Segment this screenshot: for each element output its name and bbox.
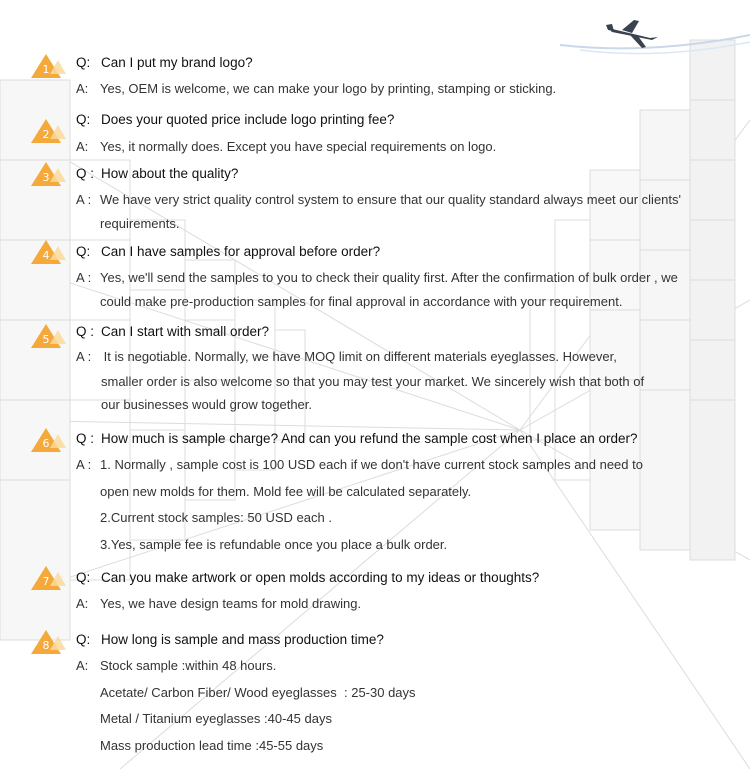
answer-line: It is negotiable. Normally, we have MOQ limit on different materials eyeglasses. However, — [100, 349, 617, 364]
answer-line: Acetate/ Carbon Fiber/ Wood eyeglasses : 25-30 days — [100, 685, 416, 700]
answer-line: Yes, we'll send the samples to you to check their quality first. After the confirmation of bulk order , we — [100, 270, 678, 285]
question-text: Can you make artwork or open molds according to my ideas or thoughts? — [101, 570, 540, 585]
question-text: Can I put my brand logo? — [101, 55, 253, 70]
answer-line: our businesses would grow together. — [101, 397, 313, 412]
answer-line: could make pre-production samples for final approval in accordance with your requirement. — [100, 294, 623, 309]
triangle-number-badge-icon: 8 — [30, 628, 70, 658]
triangle-number-badge-icon: 3 — [30, 160, 70, 190]
answer-line: Stock sample :within 48 hours. — [100, 658, 277, 673]
question-text: How about the quality? — [101, 166, 239, 181]
answer-line: Metal / Titanium eyeglasses :40-45 days — [100, 711, 332, 726]
answer-line: 3.Yes, sample fee is refundable once you place a bulk order. — [100, 537, 448, 552]
triangle-number-badge-icon: 1 — [30, 52, 70, 82]
answer-line: Yes, it normally does. Except you have special requirements on logo. — [100, 139, 497, 154]
answer-line: Yes, we have design teams for mold drawing. — [100, 596, 362, 611]
answer-line: smaller order is also welcome so that you may test your market. We sincerely wish that both of — [101, 374, 645, 389]
triangle-number-badge-icon: 2 — [30, 117, 70, 147]
question-text: How much is sample charge? And can you refund the sample cost when I place an order? — [101, 431, 638, 446]
triangle-number-badge-icon: 5 — [30, 322, 70, 352]
answer-line: 1. Normally , sample cost is 100 USD each if we don't have current stock samples and need to — [100, 457, 643, 472]
airplane-icon — [600, 16, 750, 56]
question-text: Does your quoted price include logo printing fee? — [101, 112, 395, 127]
answer-line: 2.Current stock samples: 50 USD each . — [100, 510, 332, 525]
question-text: Can I start with small order? — [101, 324, 270, 339]
answer-line: Mass production lead time :45-55 days — [100, 738, 324, 753]
question-text: Can I have samples for approval before order? — [101, 244, 381, 259]
triangle-number-badge-icon: 7 — [30, 564, 70, 594]
triangle-number-badge-icon: 4 — [30, 238, 70, 268]
question-text: How long is sample and mass production time? — [101, 632, 384, 647]
triangle-number-badge-icon: 6 — [30, 426, 70, 456]
answer-line: We have very strict quality control system to ensure that our quality standard always meet our clients' — [100, 192, 682, 207]
answer-line: Yes, OEM is welcome, we can make your logo by printing, stamping or sticking. — [100, 81, 557, 96]
answer-line: requirements. — [100, 216, 180, 231]
answer-line: open new molds for them. Mold fee will be calculated separately. — [100, 484, 472, 499]
